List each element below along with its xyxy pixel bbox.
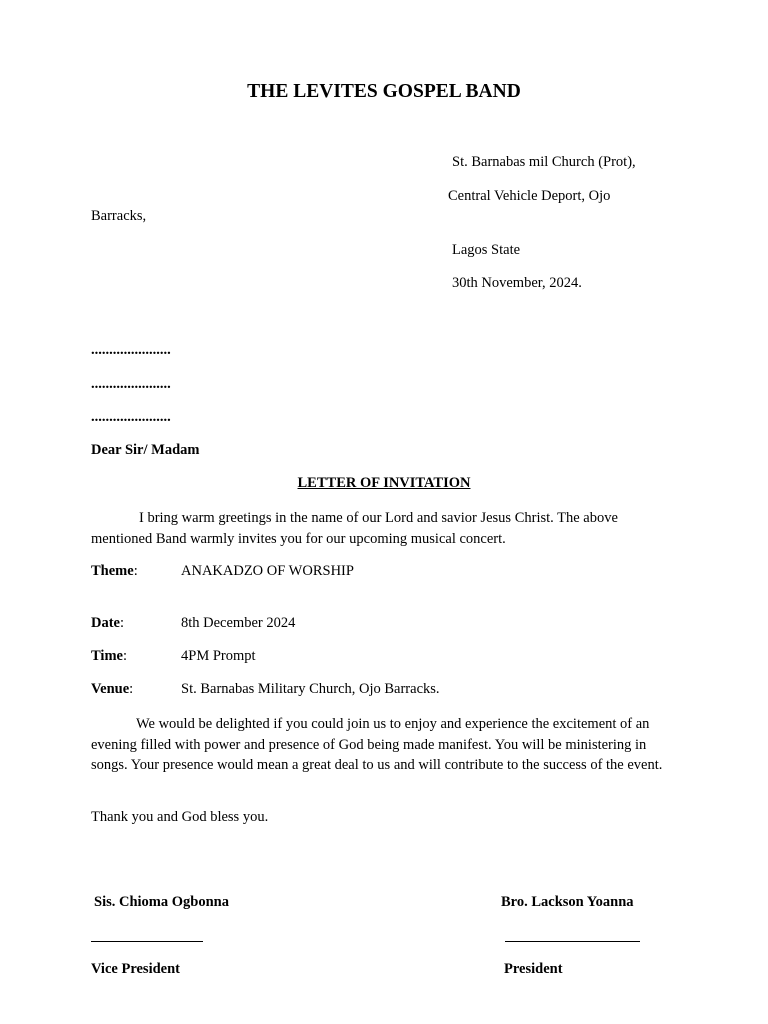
venue-row [91,681,133,698]
recipient-line-3: ...................... [91,409,171,425]
address-line-2: Central Vehicle Deport, Ojo [448,188,611,204]
letter-heading: LETTER OF INVITATION [297,475,471,491]
venue-label: Venue [91,681,130,697]
theme-colon: : [133,563,138,579]
closing-line: Thank you and God bless you. [91,809,269,825]
time-row [91,648,127,665]
right-signatory-role: President [504,961,563,977]
left-signature-line [91,941,203,942]
address-line-1: St. Barnabas mil Church (Prot), [452,154,636,170]
venue-value: St. Barnabas Military Church, Ojo Barracks. [181,681,440,697]
intro-paragraph: I bring warm greetings in the name of our Lord and savior Jesus Christ. The above mentioned Band warmly invites you for our upcoming musical concert. [91,510,618,547]
address-line-2-wrap: Barracks, [91,208,147,224]
theme-row [91,563,138,580]
recipient-line-1: ...................... [91,342,171,358]
date-label: Date [91,615,120,631]
theme-value: ANAKADZO OF WORSHIP [181,563,354,579]
date-colon: : [120,615,125,631]
date-value: 8th December 2024 [181,615,296,631]
left-signatory-role: Vice President [91,961,180,977]
time-colon: : [122,648,127,664]
letter-date: 30th November, 2024. [452,275,582,291]
left-signatory-name: Sis. Chioma Ogbonna [94,894,229,910]
address-line-3: Lagos State [452,242,521,258]
recipient-line-2: ...................... [91,376,171,392]
venue-colon: : [129,681,134,697]
time-value: 4PM Prompt [181,648,256,664]
right-signatory-name: Bro. Lackson Yoanna [501,894,634,910]
theme-label: Theme [91,563,134,579]
time-label: Time [91,648,123,664]
date-row [91,615,124,632]
salutation: Dear Sir/ Madam [91,442,200,458]
right-signature-line [505,941,640,942]
letter-title: THE LEVITES GOSPEL BAND [247,81,521,102]
body-paragraph: We would be delighted if you could join us to enjoy and experience the excitement of an evening filled with power and presence of God being made manifest. You will be ministering in songs. Your presence would mean a great deal to us and will contribute to the success of the event. [91,716,663,773]
